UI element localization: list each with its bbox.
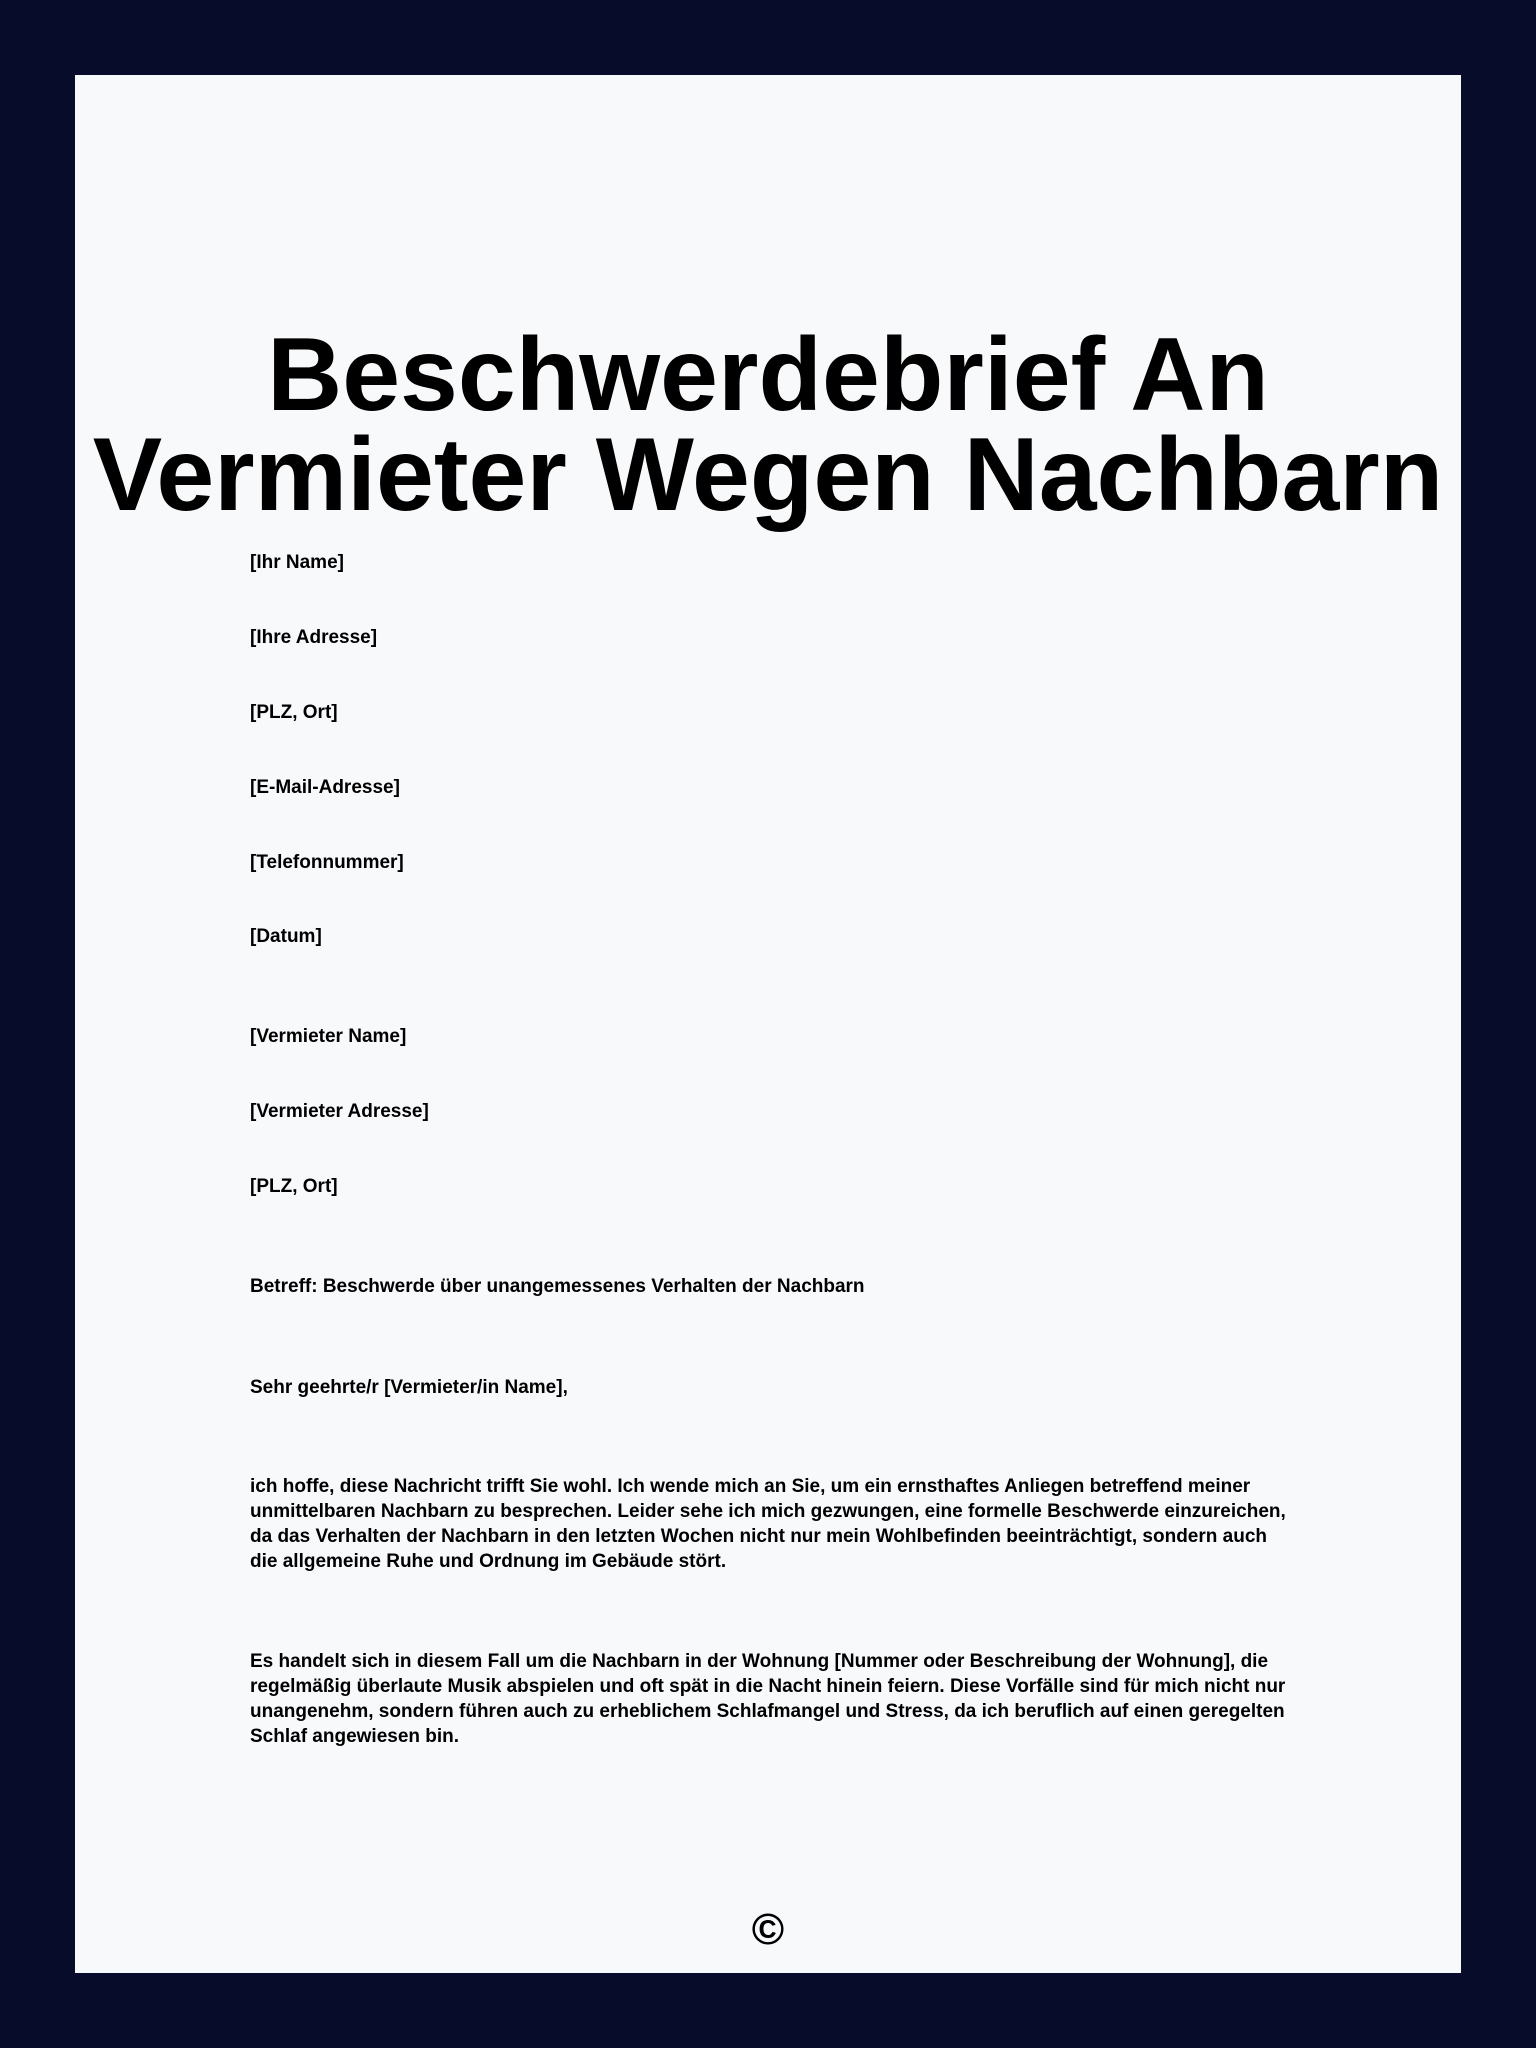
document-title: Beschwerdebrief An Vermieter Wegen Nachbarn bbox=[92, 317, 1444, 533]
sender-email: [E-Mail-Adresse] bbox=[250, 777, 400, 798]
subject-line: Betreff: Beschwerde über unangemessenes Verhalten der Nachbarn bbox=[250, 1276, 865, 1297]
document-page bbox=[75, 75, 1461, 1973]
recipient-name: [Vermieter Name] bbox=[250, 1026, 407, 1047]
sender-city: [PLZ, Ort] bbox=[250, 702, 338, 723]
recipient-city: [PLZ, Ort] bbox=[250, 1176, 338, 1197]
salutation: Sehr geehrte/r [Vermieter/in Name], bbox=[250, 1377, 568, 1398]
sender-phone: [Telefonnummer] bbox=[250, 852, 404, 873]
recipient-address: [Vermieter Adresse] bbox=[250, 1101, 429, 1122]
copyright-icon: © bbox=[751, 1905, 785, 1954]
sender-address: [Ihre Adresse] bbox=[250, 627, 378, 648]
sender-name: [Ihr Name] bbox=[250, 552, 344, 573]
letter-date: [Datum] bbox=[250, 926, 322, 947]
body-paragraph: Es handelt sich in diesem Fall um die Nachbarn in der Wohnung [Nummer oder Beschreibung der Wohnung], die regelmäßig überlaute Musik abspielen und oft spät in die Nacht hinein feiern. Diese Vorfälle sind für mich nicht nur unangenehm, sondern führen auch zu erheblichem Schlafmangel und Stress, da ich beruflich auf einen geregelten Schlaf angewiesen bin. bbox=[250, 1651, 1286, 1747]
body-paragraph: ich hoffe, diese Nachricht trifft Sie wohl. Ich wende mich an Sie, um ein ernsthaftes Anliegen betreffend meiner unmittelbaren Nachbarn zu besprechen. Leider sehe ich mich gezwungen, eine formelle Beschwerde einzureichen, da das Verhalten der Nachbarn in den letzten Wochen nicht nur mein Wohlbefinden beeinträchtigt, sondern auch die allgemeine Ruhe und Ordnung im Gebäude stört. bbox=[250, 1476, 1286, 1572]
